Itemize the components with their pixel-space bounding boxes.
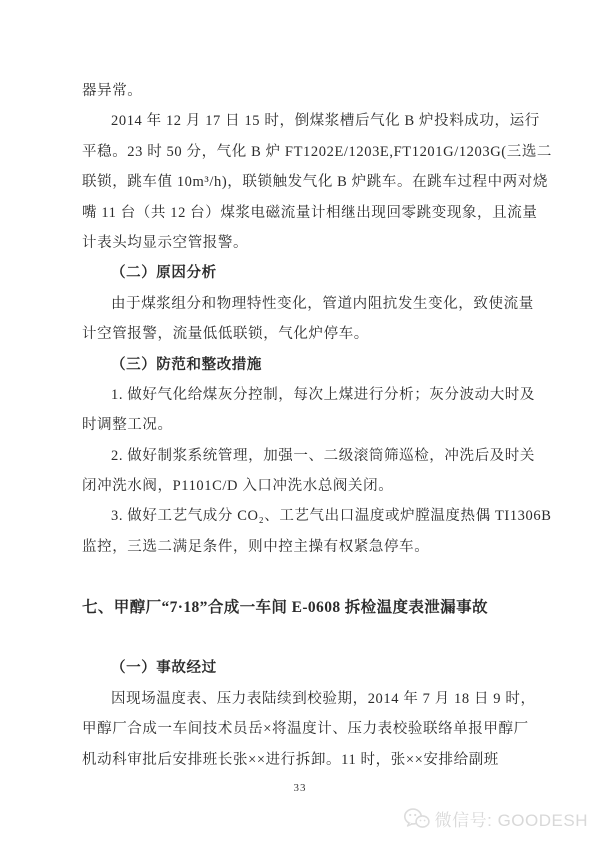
- text-line: 计表头均显示空管报警。: [82, 234, 249, 251]
- page-number: 33: [293, 782, 307, 794]
- text-line: 由于煤浆组分和物理特性变化，管道内阻抗发生变化，致使流量: [111, 295, 534, 312]
- text-line: 嘴 11 台（共 12 台）煤浆电磁流量计相继出现回零跳变现象，且流量: [82, 204, 538, 221]
- text-line: 2014 年 12 月 17 日 15 时，倒煤浆槽后气化 B 炉投料成功，运行: [111, 113, 540, 130]
- text-line: 机动科审批后安排班长张××进行拆卸。11 时，张××安排给副班: [82, 751, 499, 768]
- watermark: [403, 806, 588, 831]
- text-line: 平稳。23 时 50 分，气化 B 炉 FT1202E/1203E,FT1201G/1203G(三选二: [82, 143, 553, 160]
- subsection-heading: （二）原因分析: [111, 265, 217, 282]
- text-line: 2. 做好制浆系统管理，加强一、二级滚筒筛巡检，冲洗后及时关: [111, 447, 535, 464]
- text-line: 计空管报警，流量低低联锁，气化炉停车。: [82, 326, 369, 343]
- subsection-heading: （三）防范和整改措施: [111, 356, 262, 373]
- text-line: 因现场温度表、压力表陆续到校验期，2014 年 7 月 18 日 9 时，: [111, 690, 536, 707]
- watermark-label: 微信号: GOODESH: [434, 811, 588, 830]
- text-line: 时调整工况。: [82, 417, 173, 434]
- text-line: 1. 做好气化给煤灰分控制，每次上煤进行分析；灰分波动大时及: [111, 386, 535, 403]
- document-body: [82, 76, 553, 775]
- section-heading: 七、甲醇厂“7·18”合成一车间 E-0608 拆检温度表泄漏事故: [82, 598, 488, 616]
- text-line: 器异常。: [82, 83, 143, 99]
- text-line: 闭冲洗水阀，P1101C/D 入口冲洗水总阀关闭。: [82, 478, 394, 495]
- text-line: 3. 做好工艺气成分 CO₂、工艺气出口温度或炉膛温度热偶 TI1306B: [111, 508, 552, 525]
- subsection-heading: （一）事故经过: [111, 660, 217, 677]
- text-line: 联锁，跳车值 10m³/h)，联锁触发气化 B 炉跳车。在跳车过程中两对烧: [82, 174, 548, 191]
- text-line: 监控，三选二满足条件，则中控主操有权紧急停车。: [82, 538, 430, 555]
- wechat-icon: [403, 807, 430, 830]
- text-line: 甲醇厂合成一车间技术员岳×将温度计、压力表校验联络单报甲醇厂: [82, 721, 529, 738]
